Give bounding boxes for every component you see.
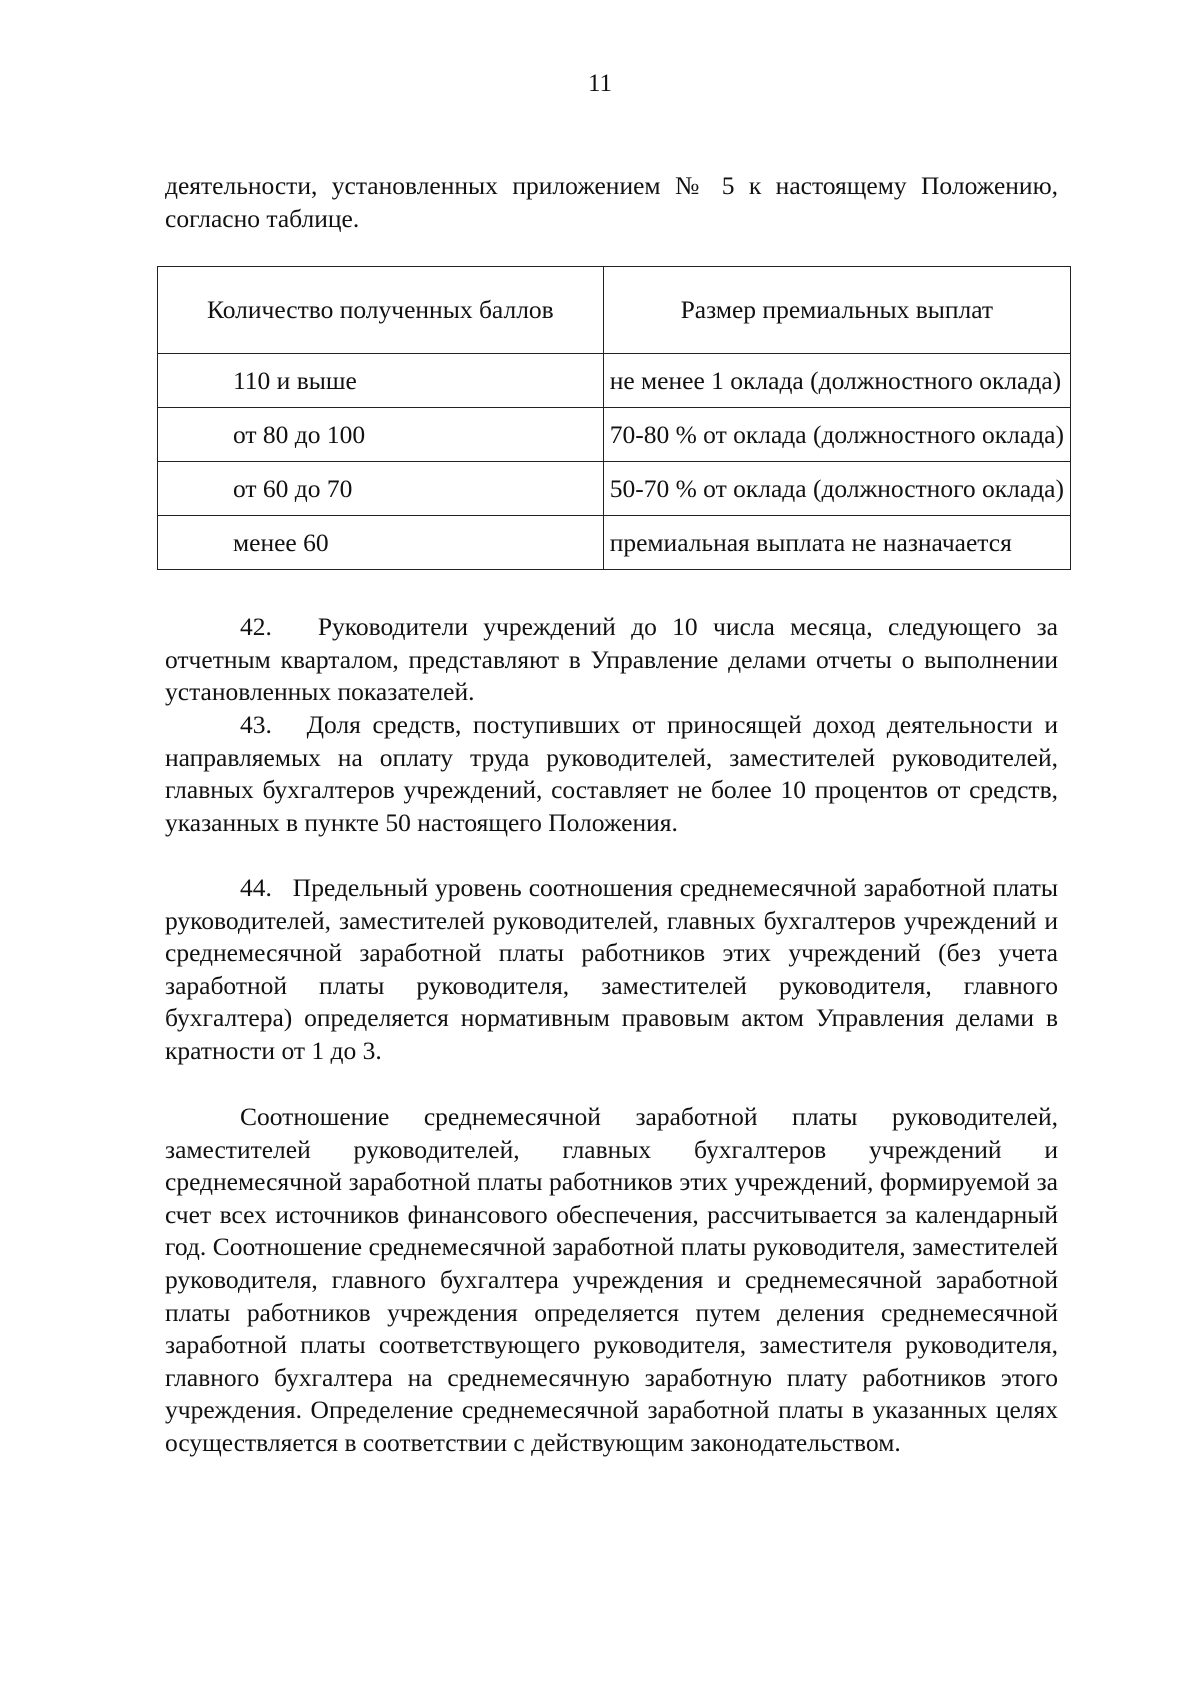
header-points: Количество полученных баллов — [158, 267, 604, 354]
table-header-row — [158, 267, 1071, 354]
cell-amount: не менее 1 оклада (должностного оклада) — [603, 354, 1070, 408]
cell-points: менее 60 — [158, 516, 604, 570]
paragraph-44: 44. Предельный уровень соотношения среднемесячной заработной платы руководителей, заместителей руководителей, главных бухгалтеров учреждений и среднемесячной заработной платы работников этих учреждений (без учета заработной платы руководителя, заместителей руководителя, главного бухгалтера) определяется нормативным правовым актом Управления делами в кратности от 1 до 3. — [165, 873, 1058, 1065]
page-number: 11 — [587, 70, 613, 97]
paragraph-ratio: Соотношение среднемесячной заработной платы руководителей, заместителей руководителей, главных бухгалтеров учреждений и среднемесячной заработной платы работников этих учреждений, формируемой за счет всех источников финансового обеспечения, рассчитывается за календарный год. Соотношение среднемесячной заработной платы руководителя, заместителей руководителя, главного бухгалтера учреждения и среднемесячной заработной платы работников учреждения определяется путем деления среднемесячной заработной платы соответствующего руководителя, заместителя руководителя, главного бухгалтера на среднемесячную заработную плату работников этого учреждения. Определение среднемесячной заработной платы в указанных целях осуществляется в соответствии с действующим законодательством. — [165, 1102, 1058, 1457]
table-row — [158, 516, 1071, 570]
intro-paragraph: деятельности, установленных приложением № 5 к настоящему Положению, согласно таблице. — [165, 171, 1058, 233]
header-amount: Размер премиальных выплат — [603, 267, 1070, 354]
cell-amount: 50-70 % от оклада (должностного оклада) — [603, 462, 1070, 516]
bonus-table — [157, 266, 1071, 570]
table-row — [158, 354, 1071, 408]
paragraph-43: 43. Доля средств, поступивших от приносящей доход деятельности и направляемых на оплату труда руководителей, заместителей руководителей, главных бухгалтеров учреждений, составляет не более 10 процентов от средств, указанных в пункте 50 настоящего Положения. — [165, 710, 1058, 837]
cell-amount: премиальная выплата не назначается — [603, 516, 1070, 570]
table-row — [158, 408, 1071, 462]
cell-points: от 80 до 100 — [158, 408, 604, 462]
paragraph-42: 42. Руководители учреждений до 10 числа месяца, следующего за отчетным кварталом, представляют в Управление делами отчеты о выполнении установленных показателей. — [165, 612, 1058, 707]
table-row — [158, 462, 1071, 516]
cell-amount: 70-80 % от оклада (должностного оклада) — [603, 408, 1070, 462]
cell-points: 110 и выше — [158, 354, 604, 408]
cell-points: от 60 до 70 — [158, 462, 604, 516]
